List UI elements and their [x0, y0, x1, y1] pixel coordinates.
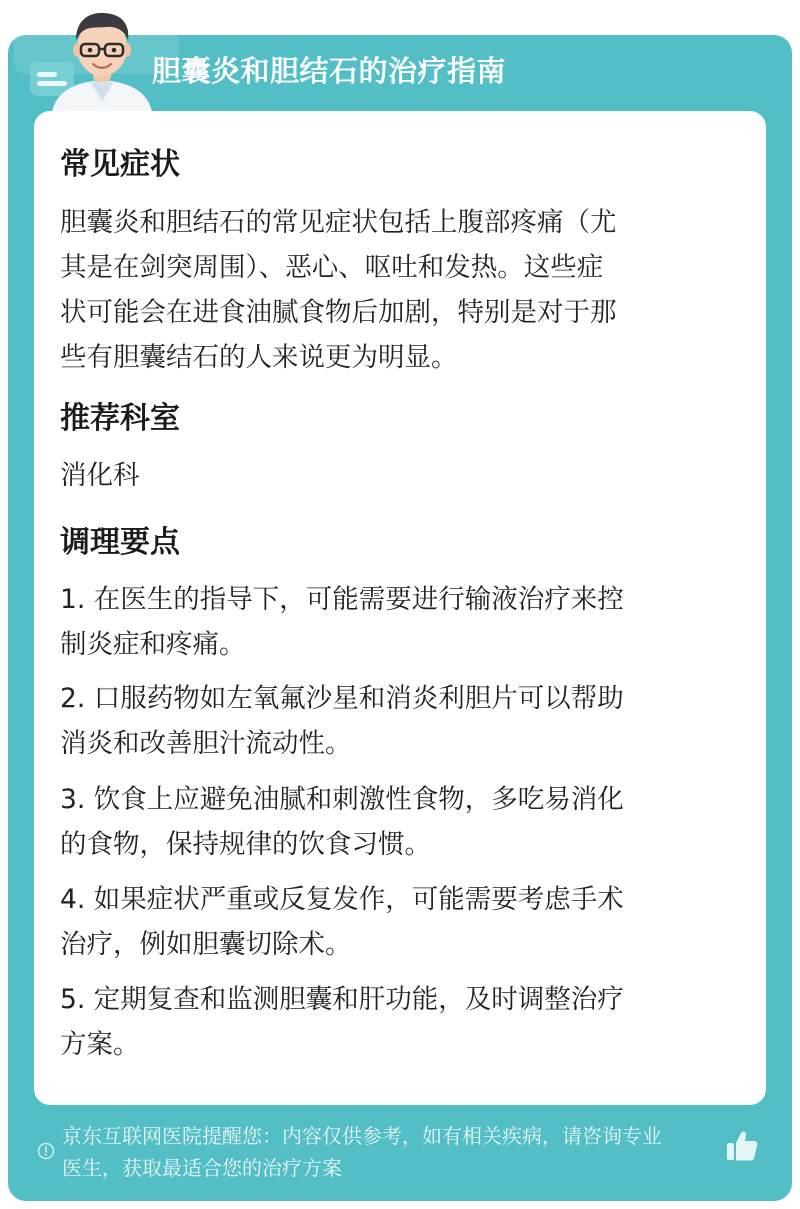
disclaimer	[62, 1120, 732, 1184]
page-title: 胆囊炎和胆结石的治疗指南	[152, 54, 507, 88]
care-item-line: 方案。	[60, 1029, 140, 1060]
care-item	[60, 977, 730, 1067]
care-item	[60, 877, 730, 967]
care-item	[60, 777, 730, 867]
symptoms-line: 胆囊炎和胆结石的常见症状包括上腹部疼痛（尤	[60, 207, 617, 238]
symptoms-heading: 常见症状	[60, 147, 180, 182]
department-value	[60, 453, 730, 498]
care-item-line: 4. 如果症状严重或反复发作，可能需要考虑手术	[60, 884, 624, 915]
disclaimer-line: 医生，获取最适合您的治疗方案	[62, 1156, 342, 1180]
thumbs-up-icon[interactable]	[724, 1128, 760, 1164]
care-item	[60, 577, 730, 667]
care-heading: 调理要点	[60, 525, 180, 560]
symptoms-line: 些有胆囊结石的人来说更为明显。	[60, 342, 458, 373]
symptoms-line: 状可能会在进食油腻食物后加剧，特别是对于那	[60, 297, 617, 328]
info-icon	[37, 1142, 55, 1160]
care-item-line: 2. 口服药物如左氧氟沙星和消炎利胆片可以帮助	[60, 683, 624, 714]
care-item-line: 1. 在医生的指导下，可能需要进行输液治疗来控	[60, 584, 624, 615]
department-heading: 推荐科室	[60, 401, 180, 436]
care-item-line: 消炎和改善胆汁流动性。	[60, 728, 352, 759]
disclaimer-line: 京东互联网医院提醒您：内容仅供参考，如有相关疾病，请咨询专业	[62, 1124, 662, 1148]
symptoms-text	[60, 200, 730, 380]
care-item-line: 的食物，保持规律的饮食习惯。	[60, 829, 431, 860]
department-line: 消化科	[60, 460, 140, 491]
care-item-line: 5. 定期复查和监测胆囊和肝功能，及时调整治疗	[60, 984, 624, 1015]
care-item-line: 3. 饮食上应避免油腻和刺激性食物，多吃易消化	[60, 784, 624, 815]
doctor-avatar-icon	[46, 6, 158, 112]
content-card	[34, 111, 766, 1105]
care-item	[60, 676, 730, 766]
symptoms-line: 其是在剑突周围）、恶心、呕吐和发热。这些症	[60, 252, 604, 283]
care-item-line: 治疗，例如胆囊切除术。	[60, 929, 352, 960]
care-item-line: 制炎症和疼痛。	[60, 629, 246, 660]
